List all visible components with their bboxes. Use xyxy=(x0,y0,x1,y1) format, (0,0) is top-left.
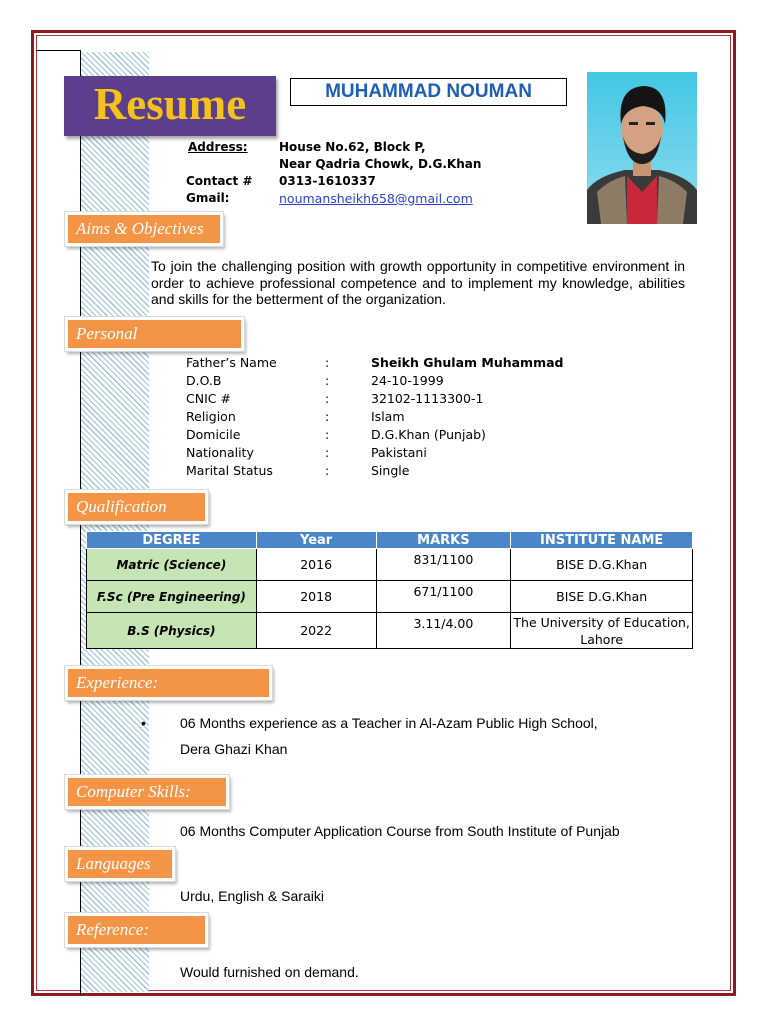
col-header-marks: MARKS xyxy=(376,532,511,549)
personal-value: 24-10-1999 xyxy=(371,373,444,388)
section-reference: Reference: xyxy=(65,913,208,947)
personal-colon: : xyxy=(325,373,330,388)
qualification-header-row xyxy=(87,532,693,549)
table-row xyxy=(87,549,693,581)
personal-label: CNIC # xyxy=(186,391,231,406)
personal-colon: : xyxy=(325,391,330,406)
degree-cell: B.S (Physics) xyxy=(87,613,257,649)
personal-value: 32102-1113300-1 xyxy=(371,391,484,406)
degree-cell: Matric (Science) xyxy=(87,549,257,581)
aims-text: To join the challenging position with growth opportunity in competitive environment in order to achieve professional competence and to implement my knowledge, abilities and skills for the betterment of the organization. xyxy=(151,258,685,307)
personal-value: Sheikh Ghulam Muhammad xyxy=(371,355,564,370)
experience-line1: 06 Months experience as a Teacher in Al-Azam Public High School, xyxy=(180,715,598,731)
resume-title: Resume xyxy=(93,79,247,129)
bullet-marker: • xyxy=(141,715,146,731)
personal-label: D.O.B xyxy=(186,373,222,388)
institute-cell: BISE D.G.Khan xyxy=(511,581,693,613)
computer-skills-text: 06 Months Computer Application Course from South Institute of Punjab xyxy=(180,823,620,839)
col-header-institute: INSTITUTE NAME xyxy=(511,532,693,549)
year-cell: 2018 xyxy=(256,581,376,613)
personal-value: D.G.Khan (Punjab) xyxy=(371,427,486,442)
personal-value: Islam xyxy=(371,409,405,424)
marks-cell: 3.11/4.00 xyxy=(376,613,511,649)
section-aims-objectives: Aims & Objectives xyxy=(65,212,223,246)
section-personal: Personal xyxy=(65,317,244,351)
personal-label: Father’s Name xyxy=(186,355,277,370)
person-photo-icon xyxy=(587,72,697,224)
personal-colon: : xyxy=(325,355,330,370)
qualification-table xyxy=(86,531,693,649)
personal-label: Nationality xyxy=(186,445,254,460)
contact-label: Contact # xyxy=(186,174,253,188)
personal-label: Religion xyxy=(186,409,236,424)
table-row xyxy=(87,581,693,613)
personal-label: Marital Status xyxy=(186,463,273,478)
section-computer-skills: Computer Skills: xyxy=(65,775,229,809)
personal-colon: : xyxy=(325,445,330,460)
address-line2: Near Qadria Chowk, D.G.Khan xyxy=(279,157,482,171)
col-header-year: Year xyxy=(256,532,376,549)
degree-cell: F.Sc (Pre Engineering) xyxy=(87,581,257,613)
languages-text: Urdu, English & Saraiki xyxy=(180,888,324,904)
candidate-name: MUHAMMAD NOUMAN xyxy=(290,78,567,106)
personal-value: Pakistani xyxy=(371,445,427,460)
profile-photo xyxy=(587,72,697,224)
address-line1: House No.62, Block P, xyxy=(279,140,426,154)
personal-row xyxy=(186,373,606,391)
side-rule-top xyxy=(36,50,81,51)
personal-row xyxy=(186,445,606,463)
personal-label: Domicile xyxy=(186,427,241,442)
table-row xyxy=(87,613,693,649)
personal-row xyxy=(186,391,606,409)
marks-cell: 831/1100 xyxy=(376,549,511,581)
personal-row xyxy=(186,355,606,373)
gmail-label: Gmail: xyxy=(186,191,230,205)
address-label: Address: xyxy=(188,140,248,154)
personal-colon: : xyxy=(325,427,330,442)
personal-value: Single xyxy=(371,463,410,478)
institute-cell: The University of Education, Lahore xyxy=(511,613,693,649)
personal-colon: : xyxy=(325,463,330,478)
year-cell: 2016 xyxy=(256,549,376,581)
personal-row xyxy=(186,427,606,445)
marks-cell: 671/1100 xyxy=(376,581,511,613)
contact-value: 0313-1610337 xyxy=(279,174,376,188)
gmail-link[interactable]: noumansheikh658@gmail.com xyxy=(279,191,473,206)
experience-line2: Dera Ghazi Khan xyxy=(180,741,288,757)
section-languages: Languages xyxy=(65,847,175,881)
personal-row xyxy=(186,409,606,427)
reference-text: Would furnished on demand. xyxy=(180,964,359,980)
section-qualification: Qualification xyxy=(65,490,208,524)
personal-row xyxy=(186,463,606,481)
personal-colon: : xyxy=(325,409,330,424)
col-header-degree: DEGREE xyxy=(87,532,257,549)
section-experience: Experience: xyxy=(65,666,272,700)
resume-banner xyxy=(64,76,276,136)
institute-cell: BISE D.G.Khan xyxy=(511,549,693,581)
year-cell: 2022 xyxy=(256,613,376,649)
